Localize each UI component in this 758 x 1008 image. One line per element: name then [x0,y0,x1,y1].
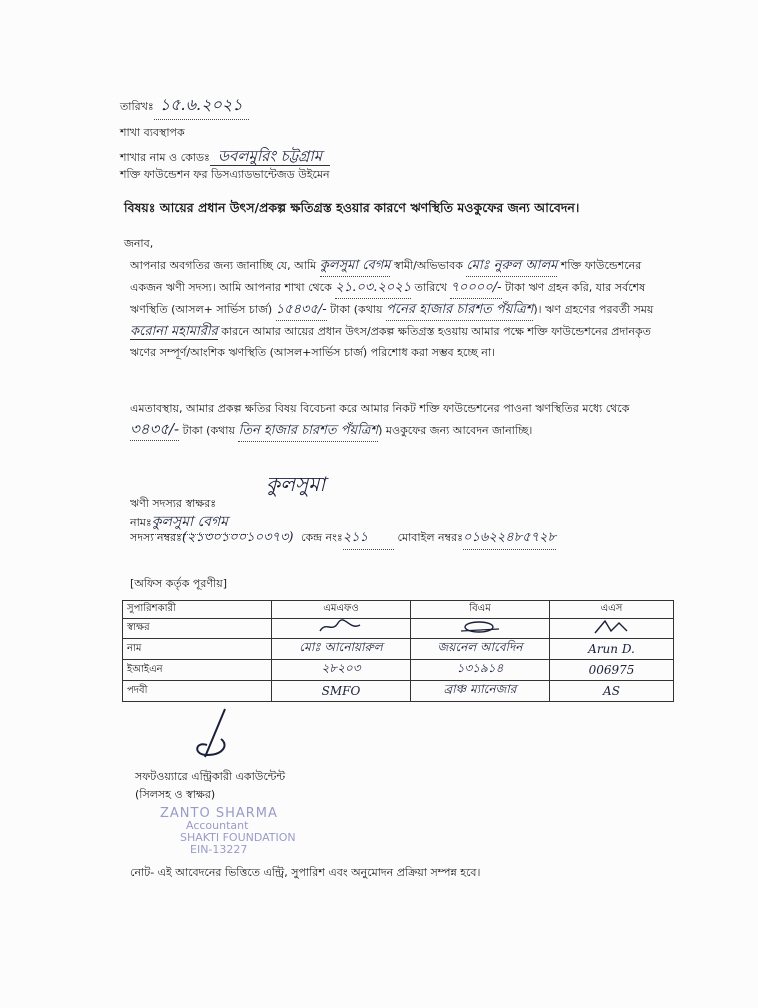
reason-filled: করোনা মহামারীর [130,324,218,339]
table-header-cell: এএস [550,601,674,619]
salutation: জনাব, [124,237,154,250]
table-row [123,619,674,639]
accountant-signature [185,705,255,765]
table-header-cell: বিএম [411,601,550,619]
signature-cell [550,619,674,639]
signature-mark [587,619,637,635]
stamp-name: ZANTO SHARMA [160,806,278,821]
accountant-stamp [160,808,296,856]
table-row [123,681,674,702]
signature-mark [455,619,505,635]
organization-name: শক্তি ফাউন্ডেশন ফর ডিসএ্যাডভান্টেজড উইমেন [120,168,330,181]
date-value: ১৫.৬.২০২১ [154,92,249,120]
branch-value: ডবলমুরিং চট্টগ্রাম [210,147,330,166]
cell-value: AS [603,684,620,698]
balance-words-filled: পনের হাজার চারশত পঁয়ত্রিশ [386,299,533,321]
waiver-words-filled: তিন হাজার চারশত পঁয়ত্রিশ [238,420,378,442]
loan-date-filled: ২১.০৩.২০২১ [335,277,411,299]
table-header-row [123,601,674,619]
para1-text-5: টাকা ঋণ গ্রহন করি, যার সর্বশেষ ঋণস্থিতি (আসল+ সার্ভিস চার্জ) [130,281,646,316]
date-line [120,92,249,120]
row-label: নাম [123,639,272,660]
branch-label: শাখার নাম ও কোডঃ [120,151,210,164]
paragraph-1 [130,255,675,363]
date-label: তারিখঃ [120,100,154,113]
footer-note: নোট- এই আবেদনের ভিত্তিতে এন্ট্রি, সুপারিশ এবং অনুমোদন প্রক্রিয়া সম্পন্ন হবে। [130,866,481,879]
mobile-value: ০১৬২২৪৮৫৭২৮ [463,528,556,550]
cell-value: জয়নেল আবেদিন [437,640,523,654]
loan-amount-filled: ৭০০০০/- [450,277,501,299]
member-id-label: সদস্য নম্বরঃ [130,531,182,544]
para2-text-1: এমতাবস্থায়, আমার প্রকল্প ক্ষতির বিষয় বিবেচনা করে আমার নিকট শক্তি ফাউন্ডেশনের পাওনা ঋণস্থিতির মধ্যে থেকে [130,402,630,415]
cell-value: ব্রাঞ্চ ম্যানেজার [443,682,517,696]
cell-value: ২৮২০৩ [321,661,361,675]
accountant-instruction: (সিলসহ ও স্বাক্ষর) [135,788,216,801]
table-header-cell: সুপারিশকারী [123,601,272,619]
row-label: পদবী [123,681,272,702]
addressee-role: শাখা ব্যবস্থাপক [120,126,185,139]
signature-mark [316,619,366,635]
para2-text-3: ) মওকুফের জন্য আবেদন জানাচ্ছি। [378,424,533,437]
para1-text-6: টাকা (কথায় [330,303,383,316]
signature-cell [272,619,411,639]
table-row [123,639,674,660]
waiver-amount-filled: ৩৪৩৫/- [130,419,179,441]
table-row [123,660,674,681]
approval-table [122,600,674,702]
member-name-value: কুলসুমা বেগম [152,510,248,535]
para1-text-2: স্বামী/অভিভাবক [393,259,463,272]
para2-text-2: টাকা (কথায় [182,424,235,437]
mobile-label: মোবাইল নম্বরঃ [397,531,463,544]
stamp-ein: EIN-13227 [190,843,248,856]
cell-value: 006975 [588,663,635,677]
cell-value: ১৩১৯১৪ [456,661,504,675]
center-label: কেন্দ্র নংঃ [301,531,343,544]
row-label: স্বাক্ষর [123,619,272,639]
para1-text-4: তারিখে [414,281,447,294]
cell-value: Arun D. [588,642,635,656]
member-details-line [130,528,556,550]
member-name-filled: কুলসুমা বেগম [320,255,391,277]
guardian-name-filled: মোঃ নুরুল আলম [466,255,557,277]
signature-cell [411,619,550,639]
center-value: ২১১ [343,528,394,550]
member-id-value: (২১৩০১০০১০৩৭৩) [181,530,294,545]
para1-text-7: )। ঋণ গ্রহণের পরবর্তী সময় [533,303,654,316]
stamp-role: Accountant [186,819,249,832]
member-name-label: নামঃ [130,516,152,529]
para1-text-8: কারনে আমার আয়ের প্রধান উৎস/প্রকল্প ক্ষতিগ্রস্ত হওয়ায় আমার পক্ষে শক্তি ফাউন্ডেশনের প্রদানকৃত ঋণের সম্পূর্ণ/আংশিক ঋণস্থিতি (আসল+সার্ভিস চার্জ) পরিশোধ করা সম্ভব হচ্ছে না। [130,325,651,359]
cell-value: SMFO [321,684,361,698]
row-label: ইআইএন [123,660,272,681]
cell-value: মোঃ আনোয়ারুল [299,640,383,654]
member-signature: কুলসুমা [266,472,326,496]
para1-text-1: আপনার অবগতির জন্য জানাচ্ছি যে, আমি [130,259,317,272]
para1-text-3: শক্তি ফাউন্ডেশনের একজন ঋণী সদস্য। আমি আপনার শাখা থেকে [130,259,642,294]
subject-line: বিষয়ঃ আয়ের প্রধান উৎস/প্রকল্প ক্ষতিগ্রস্ত হওয়ার কারণে ঋণস্থিতি মওকুফের জন্য আবেদন। [124,200,580,215]
office-note: [অফিস কর্তৃক পূরণীয়] [130,577,227,590]
paragraph-2 [130,398,675,442]
stamp-org: SHAKTI FOUNDATION [180,831,296,844]
accountant-title: সফটওয়্যারে এন্ট্রিকারী একাউন্টেন্ট [135,770,286,783]
member-signature-label: ঋণী সদস্যর স্বাক্ষরঃ [130,497,217,510]
balance-filled: ১৫৪৩৫/- [276,299,327,321]
table-header-cell: এমএফও [272,601,411,619]
